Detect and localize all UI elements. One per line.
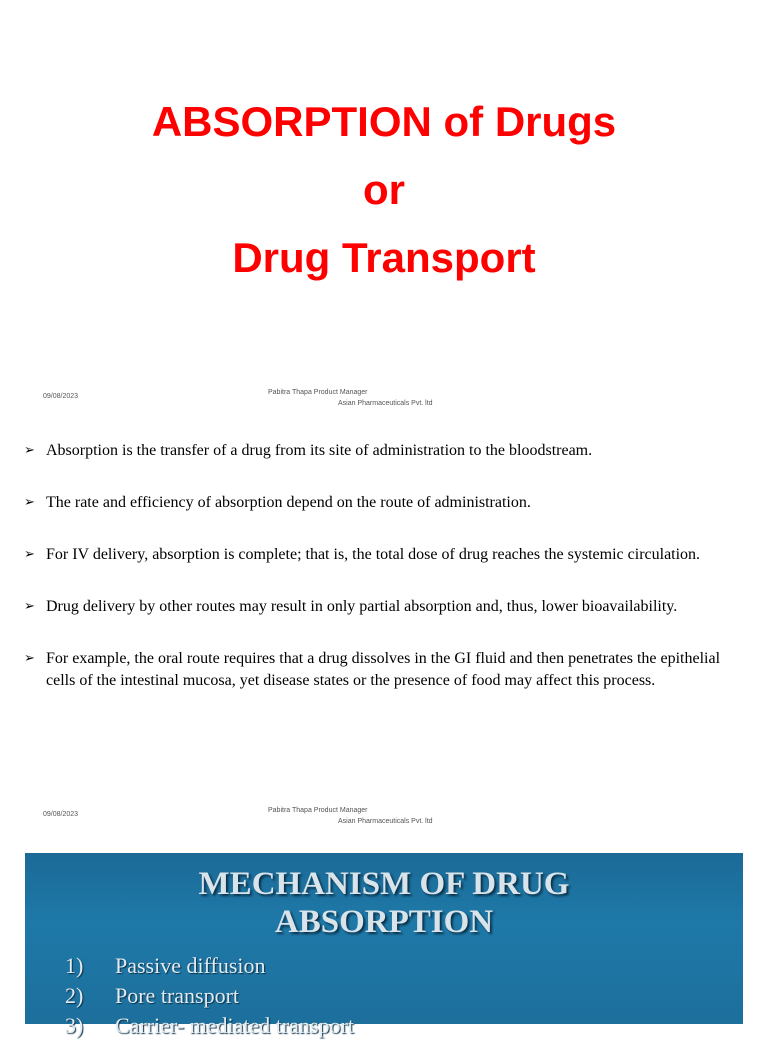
footer-date: 09/08/2023 [43, 811, 79, 818]
footer-author-line2: Asian Pharmaceuticals Pvt. ltd [338, 818, 433, 825]
mechanism-item [65, 951, 354, 981]
footer-author [268, 387, 468, 409]
bullet-item [24, 648, 734, 692]
bullet-text: For IV delivery, absorption is complete; that is, the total dose of drug reaches the systemic circulation. [46, 546, 701, 563]
slide-absorption-definition [0, 418, 768, 836]
arrow-bullet-icon: ➢ [24, 495, 35, 510]
slide-title [0, 0, 768, 418]
mechanism-number: 3) [65, 1013, 84, 1038]
arrow-bullet-icon: ➢ [24, 443, 35, 458]
slide-mechanism [25, 853, 743, 1038]
bullet-text: The rate and efficiency of absorption depend on the route of administration. [46, 494, 531, 511]
bullet-text: For example, the oral route requires that a drug dissolves in the GI fluid and then penetrates the epithelial cells of the intestinal mucosa, yet disease states or the presence of food may affect this process. [46, 650, 721, 689]
slide-mechanism-heading [25, 865, 743, 941]
bullet-item [24, 596, 734, 618]
mechanism-text: Passive diffusion [115, 953, 266, 978]
mechanism-number: 2) [65, 983, 84, 1008]
bullet-text: Absorption is the transfer of a drug from its site of administration to the bloodstream. [46, 442, 593, 459]
footer-author-line1: Pabitra Thapa Product Manager [268, 389, 368, 396]
footer-date: 09/08/2023 [43, 393, 79, 400]
mechanism-item [65, 1011, 354, 1041]
title-line: ABSORPTION of Drugs [151, 98, 617, 145]
arrow-bullet-icon: ➢ [24, 599, 35, 614]
footer-author-line1: Pabitra Thapa Product Manager [268, 807, 368, 814]
title-line: ABSORPTION [274, 904, 494, 940]
bullet-item [24, 492, 734, 514]
bullet-item [24, 440, 734, 462]
mechanism-text: Carrier- mediated transport [115, 1013, 355, 1038]
bullet-text: Drug delivery by other routes may result in only partial absorption and, thus, lower bioavailability. [46, 598, 678, 615]
footer-author [268, 805, 468, 827]
slide-title-heading [0, 88, 768, 292]
arrow-bullet-icon: ➢ [24, 651, 35, 666]
title-line: Drug Transport [232, 234, 536, 281]
mechanism-list [65, 951, 354, 1041]
title-line: MECHANISM OF DRUG [198, 866, 570, 902]
mechanism-text: Pore transport [115, 983, 240, 1008]
arrow-bullet-icon: ➢ [24, 547, 35, 562]
bullet-list [24, 440, 734, 722]
bullet-item [24, 544, 734, 566]
mechanism-number: 1) [65, 953, 84, 978]
mechanism-item [65, 981, 354, 1011]
footer-author-line2: Asian Pharmaceuticals Pvt. ltd [338, 400, 433, 407]
title-line: or [363, 166, 405, 213]
